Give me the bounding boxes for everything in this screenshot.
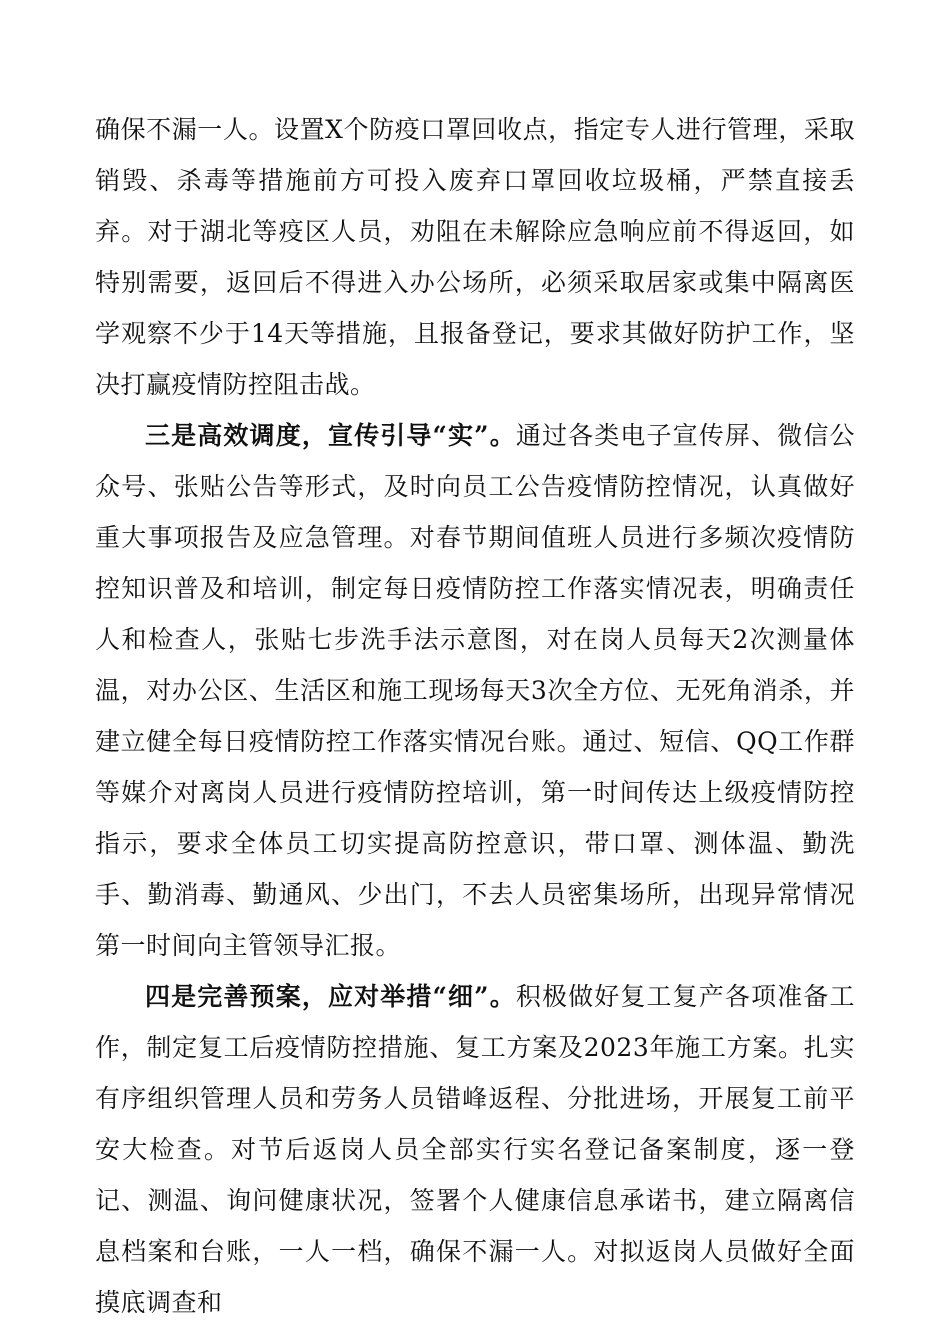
paragraph-3-text: 积极做好复工复产各项准备工作，制定复工后疫情防控措施、复工方案及2023年施工方案。扎实有序组织管理人员和劳务人员错峰返程、分批进场，开展复工前平安大检查。对节后返岗人员全部实行实名登记备案制度，逐一登记、测温、询问健康状况，签署个人健康信息承诺书，建立隔离信息档案和台账，一人一档，确保不漏一人。对拟返岗人员做好全面摸底调查和 — [95, 982, 855, 1317]
paragraph-3-lead: 四是完善预案，应对举措“细”。 — [145, 982, 516, 1011]
paragraph-1 — [95, 104, 855, 410]
paragraph-3 — [95, 971, 855, 1328]
paragraph-2-lead: 三是高效调度，宣传引导“实”。 — [145, 421, 516, 450]
document-page — [95, 104, 855, 1328]
paragraph-1-text: 确保不漏一人。设置X个防疫口罩回收点，指定专人进行管理，采取销毁、杀毒等措施前方可投入废弃口罩回收垃圾桶，严禁直接丢弃。对于湖北等疫区人员，劝阻在未解除应急响应前不得返回，如特别需要，返回后不得进入办公场所，必须采取居家或集中隔离医学观察不少于14天等措施，且报备登记，要求其做好防护工作，坚决打赢疫情防控阻击战。 — [95, 115, 855, 399]
paragraph-2-text: 通过各类电子宣传屏、微信公众号、张贴公告等形式，及时向员工公告疫情防控情况，认真做好重大事项报告及应急管理。对春节期间值班人员进行多频次疫情防控知识普及和培训，制定每日疫情防控工作落实情况表，明确责任人和检查人，张贴七步洗手法示意图，对在岗人员每天2次测量体温，对办公区、生活区和施工现场每天3次全方位、无死角消杀，并建立健全每日疫情防控工作落实情况台账。通过、短信、QQ工作群等媒介对离岗人员进行疫情防控培训，第一时间传达上级疫情防控指示，要求全体员工切实提高防控意识，带口罩、测体温、勤洗手、勤消毒、勤通风、少出门，不去人员密集场所，出现异常情况第一时间向主管领导汇报。 — [95, 421, 855, 960]
paragraph-2 — [95, 410, 855, 971]
